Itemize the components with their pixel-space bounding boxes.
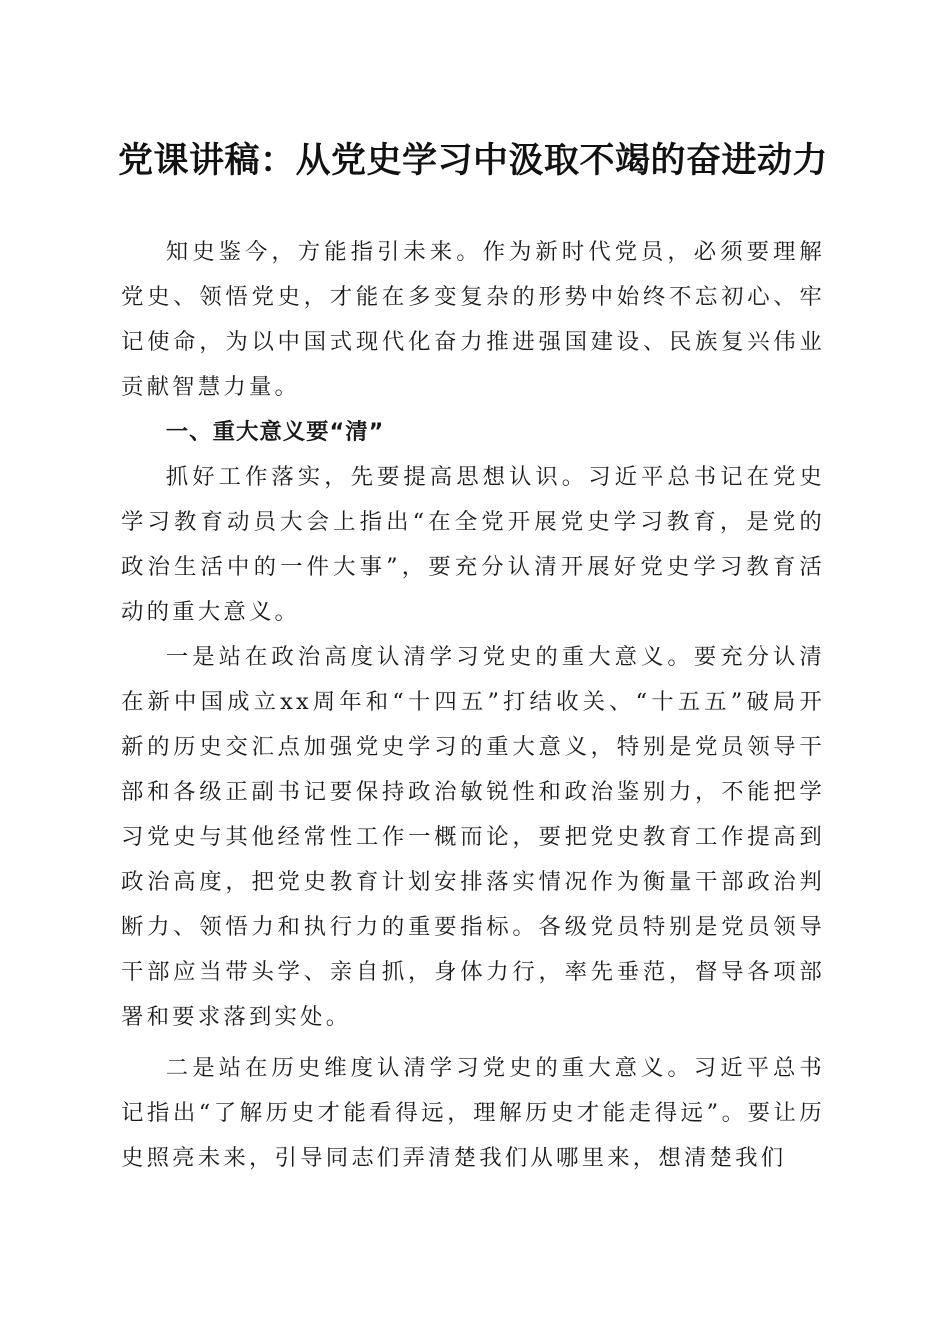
document-body: [121, 230, 825, 1181]
paragraph-point-2: 二是站在历史维度认清学习党史的重大意义。习近平总书记指出“了解历史才能看得远，理解历史才能走得远”。要让历史照亮未来，引导同志们弄清楚我们从哪里来，想清楚我们: [121, 1055, 825, 1171]
section-heading-1: 一、重大意义要“清”: [165, 419, 385, 445]
paragraph-point-1: 一是站在政治高度认清学习党史的重大意义。要充分认清在新中国成立xx周年和“十四五”打结收关、“十五五”破局开新的历史交汇点加强党史学习的重大意义，特别是党员领导干部和各级正副书记要保持政治敏锐性和政治鉴别力，不能把学习党史与其他经常性工作一概而论，要把党史教育工作提高到政治高度，把党史教育计划安排落实情况作为衡量干部政治判断力、领悟力和执行力的重要指标。各级党员特别是党员领导干部应当带头学、亲自抓，身体力行，率先垂范，督导各项部署和要求落到实处。: [121, 644, 825, 1030]
document-title: 党课讲稿：从党史学习中汲取不竭的奋进动力: [118, 140, 829, 181]
paragraph-section-1-intro: 抓好工作落实，先要提高思想认识。习近平总书记在党史学习教育动员大会上指出“在全党开展党史学习教育，是党的政治生活中的一件大事”，要充分认清开展好党史学习教育活动的重大意义。: [121, 464, 825, 625]
paragraph-intro: 知史鉴今，方能指引未来。作为新时代党员，必须要理解党史、领悟党史，才能在多变复杂的形势中始终不忘初心、牢记使命，为以中国式现代化奋力推进强国建设、民族复兴伟业贡献智慧力量。: [121, 239, 825, 400]
